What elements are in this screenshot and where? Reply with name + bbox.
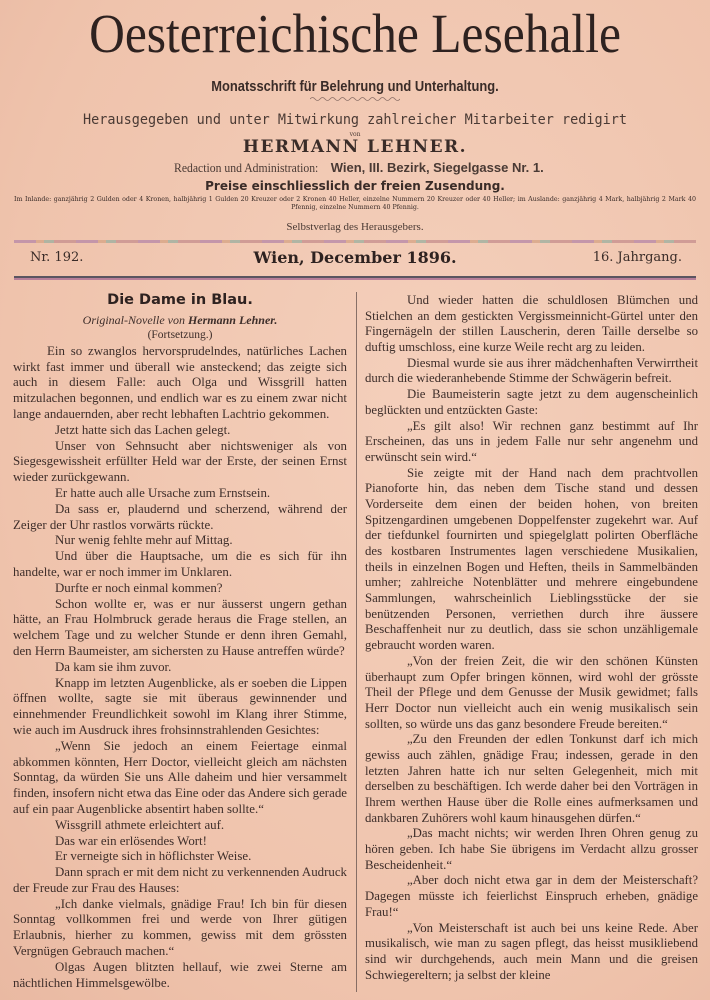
- masthead-title: Oesterreichische Lesehalle: [89, 3, 621, 64]
- divider-rule-bottom: [14, 276, 696, 280]
- paragraph: Olgas Augen blitzten hellauf, wie zwei Sterne am nächtlichen Himmelsgewölbe.: [13, 959, 347, 990]
- ornament-squiggle: [310, 95, 400, 103]
- divider-rule-top: [14, 240, 696, 243]
- paragraph: Das war ein erlösendes Wort!: [55, 833, 207, 848]
- column-divider: [356, 292, 357, 992]
- paragraph: „Aber doch nicht etwa gar in dem der Meisterschaft? Dagegen müsste ich feierlichst Einspruch erheben, gnädige Frau!“: [365, 873, 698, 919]
- paragraph: Nur wenig fehlte mehr auf Mittag.: [55, 533, 233, 548]
- publisher-line: Selbstverlag des Herausgebers.: [286, 221, 424, 233]
- address-value: Wien, III. Bezirk, Siegelgasse Nr. 1.: [330, 160, 544, 175]
- paragraph: „Zu den Freunden der edlen Tonkunst darf ich mich gewiss auch zählen, gnädige Frau; indessen, gerade in den letzten Jahren hatte ich nur selten Gelegenheit, mich mit derselben zu beschäftigen. Ich werde daher bei den Vorträgen in Ihrem werthen Hause über die Rolle eines aufmerksamen und dankbaren Zuhörers wohl kaum hinausgehen dürfen.“: [365, 732, 698, 825]
- paragraph: Und wieder hatten die schuldlosen Blümchen und Stielchen an dem gestickten Vergissmeinnicht-Gürtel unter den Fingernägeln der stillen Lauscherin, deren Taille derselbe so duftig umschloss, eine kurze Weile recht arg zu leiden.: [365, 293, 698, 355]
- editor-line: Herausgegeben und unter Mitwirkung zahlreicher Mitarbeiter redigirt: [83, 112, 627, 128]
- address-line: [0, 160, 710, 176]
- paragraph: Schon wollte er, was er nur äusserst ungern gethan hätte, an Frau Holmbruck gerade heraus die Frage stellen, an welchem Tage und zu welcher Stunde er denn ihren Gemahl, den Herrn Baumeister, am sichersten zu Hause antreffen würde?: [13, 596, 347, 658]
- prices-detail: Im Inlande: ganzjährig 2 Gulden oder 4 Kronen, halbjährig 1 Gulden 20 Kreuzer oder 2 Kronen 40 Heller, einzelne Nummern 20 Kreuzer oder 40 Heller; im Auslande: ganzjährig 4 Mark, halbjährig 2 Mark 40 Pfennig, einzelne Nummern 40 Pfennig.: [14, 196, 696, 211]
- paragraph: „Ich danke vielmals, gnädige Frau! Ich bin für diesen Sonntag vollkommen frei und werde von Ihrer gütigen Erlaubnis, hierher zu kommen, gewiss mit dem grössten Vergnügen Gebrauch machen.“: [13, 896, 347, 959]
- paragraph: Er verneigte sich in höflichster Weise.: [55, 849, 252, 864]
- continuation-note: (Fortsetzung.): [147, 328, 213, 341]
- paragraph: Dann sprach er mit dem nicht zu verkennenden Audruck der Freude zur Frau des Hauses:: [13, 865, 347, 895]
- paragraph: Ein so zwanglos hervorsprudelndes, natürliches Lachen wirkt fast immer und überall wie ansteckend; das zeigte sich auch in diesem Falle: auch Olga und Wissgrill hatten mitzulachen begonnen, und endlich war es zu einem zwar nicht lange andauernden, aber recht lebhaften Lachtrio gekommen.: [13, 343, 347, 421]
- issue-info-row: [0, 248, 710, 272]
- article-column-right: [365, 293, 698, 983]
- issue-number: Nr. 192.: [30, 250, 84, 265]
- paragraph: Da sass er, plaudernd und scherzend, während der Zeiger der Uhr rastlos vorwärts rückte.: [13, 501, 347, 532]
- paragraph: Knapp im letzten Augenblicke, als er soeben die Lippen öffnen wollte, sagte sie mit überaus gewinnender und einnehmender Freundlichkeit sowohl im Klang ihrer Stimme, wie auch im Ausdruck ihres frohsinnstrahlenden Gesichtes:: [13, 675, 347, 737]
- masthead-subtitle: Monatsschrift für Belehrung und Unterhaltung.: [211, 78, 499, 95]
- paragraph: Diesmal wurde sie aus ihrer mädchenhaften Verwirrtheit durch die wiederanhebende Stimme der Schwägerin befreit.: [365, 355, 698, 386]
- editor-name: HERMANN LEHNER.: [242, 137, 468, 157]
- paragraph: „Von der freien Zeit, die wir den schönen Künsten überhaupt zum Opfer bringen können, wird wohl der grösste Theil der Pflege und dem Genusse der Musik gewidmet; falls Herr Doctor nun vielleicht auch ein wenig musikalisch sein sollten, so würde uns das ganz besondere Freude bereiten.“: [365, 653, 698, 731]
- paragraph: Die Baumeisterin sagte jetzt zu dem augenscheinlich beglückten und entzückten Gaste:: [365, 387, 698, 417]
- paragraph: Und über die Hauptsache, um die es sich für ihn handelte, war er noch immer im Unklaren.: [13, 549, 347, 579]
- prices-heading: Preise einschliesslich der freien Zusendung.: [205, 179, 505, 193]
- paragraph: Da kam sie ihm zuvor.: [55, 659, 172, 674]
- von-label: von: [349, 131, 361, 138]
- issue-volume: 16. Jahrgang.: [592, 250, 682, 265]
- paragraph: Durfte er noch einmal kommen?: [55, 580, 223, 595]
- byline-prefix: Original-Novelle von: [82, 312, 185, 327]
- paragraph: Jetzt hatte sich das Lachen gelegt.: [55, 422, 231, 437]
- story-title: Die Dame in Blau.: [107, 292, 253, 308]
- paragraph: Er hatte auch alle Ursache zum Ernstsein.: [55, 485, 271, 500]
- byline-author: Hermann Lehner.: [187, 312, 278, 327]
- story-byline: [13, 313, 347, 328]
- address-prefix: Redaction und Administration:: [174, 160, 319, 175]
- paragraph: „Von Meisterschaft ist auch bei uns keine Rede. Aber musikalisch, wie man zu sagen pflegt, das heisst musikliebend sind wir durchgehends, auch mein Mann und die greisen Schwiegereltern; ja selbst der kleine: [365, 920, 698, 982]
- paragraph: Unser von Sehnsucht aber nichtsweniger als von Siegesgewissheit erfüllter Held war der Erste, der seinen Ernst wieder zurückgewann.: [13, 438, 347, 485]
- paragraph: Wissgrill athmete erleichtert auf.: [55, 817, 225, 832]
- issue-date: Wien, December 1896.: [253, 248, 457, 267]
- paragraph: „Das macht nichts; wir werden Ihren Ohren genug zu hören geben. Ich habe Sie übrigens im Verdacht allzu grosser Bescheidenheit.“: [365, 826, 698, 872]
- paragraph: „Wenn Sie jedoch an einem Feiertage einmal abkommen könnten, Herr Doctor, vielleicht gleich am nächsten Sonntag, da würden Sie uns Alle daheim und hier versammelt finden, insofern nicht etwa das Eine oder das Andere sich gerade auf ein paar Augenblicke absentirt haben sollte.“: [13, 738, 347, 816]
- article-column-left: [13, 293, 347, 991]
- paragraph: Sie zeigte mit der Hand nach dem prachtvollen Pianoforte hin, das neben dem Tische stand und dessen Vorderseite dem einen der beiden hohen, von breiten Spitzengardinen umgebenen Doppelfenster zugekehrt war. Auf der tiefdunkel fournirten und spiegelglatt polirten Oberfläche des kostbaren Instrumentes lagen verschiedene Musikalien, theils in einzelnen Bogen und Heften, theils in Sammelbänden umher; zahlreiche Notenblätter und mehrere eingebundene Sammlungen, wahrscheinlich Lieblingsstücke der sie benützenden Personen, verriethen durch ihre äussere Beschaffenheit nur zu deutlich, dass sie schon unzähligemale gebraucht worden waren.: [365, 465, 698, 653]
- paragraph: „Es gilt also! Wir rechnen ganz bestimmt auf Ihr Erscheinen, das uns in jedem Falle nur sehr angenehm und erwünscht sein wird.“: [365, 418, 698, 464]
